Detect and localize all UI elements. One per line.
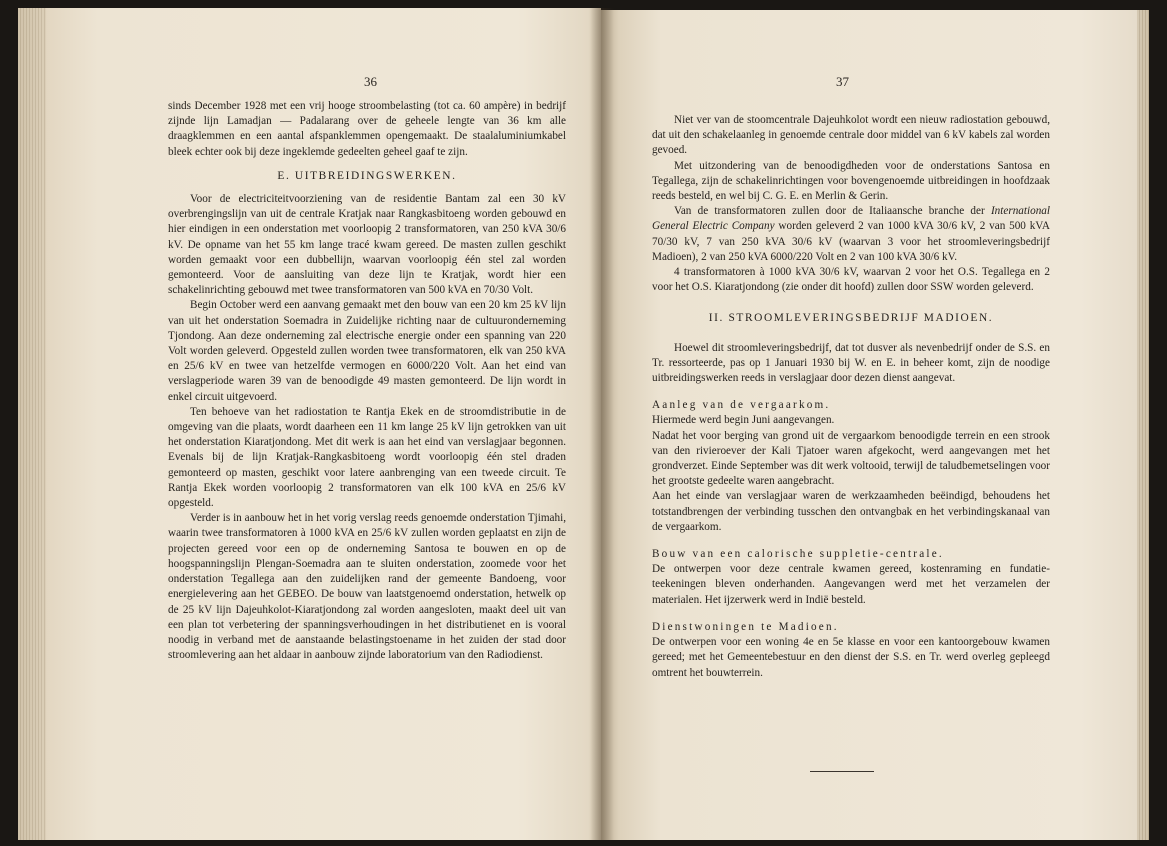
right-paragraph-3 (652, 204, 1050, 265)
left-paragraph-1: sinds December 1928 met een vrij hooge stroombelasting (tot ca. 60 ampère) in bedrijf zijnde lijn Lamadjan — Padalarang over de geheele lengte van 36 km alle draagklemmen en een aantal afspanklemmen opengemaakt. De staalaluminiumkabel bleek echter ook bij deze ingeklemde gedeelten geheel gaaf te zijn. (168, 100, 566, 158)
left-page-edges (18, 8, 46, 840)
left-column (168, 99, 566, 663)
left-paragraph-2: Voor de electriciteitvoorziening van de residentie Bantam zal een 30 kV overbrengingslijn van uit de centrale Kratjak naar Rangkasbitoeng worden gebouwd en hier eindigen in een onderstation met voorloopig 2 transformatoren, van 250 kVA 30/6 kV. De opname van het 55 km lange tracé kwam gereed. De masten zullen geschikt worden gemaakt voor een dubbellijn, waarvan voorloopig één stel zal worden gemonteerd. Voor de aansluiting van deze lijn te Kratjak, wordt hier een schakelinrichting gebouwd met twee transformatoren van 500 kVA en 70/30 Volt. (168, 193, 566, 297)
right-paragraph-1: Niet ver van de stoomcentrale Dajeuhkolot wordt een nieuw radiostation gebouwd, dat uit den schakelaanleg in genoemde centrale door middel van 6 kV kabels zal worden gevoed. (652, 114, 1050, 157)
page-number-right: 37 (836, 74, 849, 89)
right-column (652, 113, 1050, 681)
right-page-edges (1137, 10, 1149, 840)
page-number-left: 36 (364, 74, 377, 89)
right-paragraph-9: De ontwerpen voor deze centrale kwamen gereed, kostenraming en fundatie-teekeningen bleven onderhanden. Aangevangen werd met het verzamelen der materialen. Het ijzerwerk werd in Indië besteld. (652, 563, 1050, 606)
right-paragraph-8: Aan het einde van verslagjaar waren de werkzaamheden beëindigd, behoudens het totstandbrengen der verbinding tusschen den ontvangbak en het verbindingskanaal van de vergaarkom. (652, 490, 1050, 533)
end-rule (810, 771, 874, 772)
subheading-vergaarkom: Aanleg van de vergaarkom. (652, 399, 831, 412)
section-heading-ii: II. STROOMLEVERINGSBEDRIJF MADIOEN. (708, 312, 994, 325)
subheading-suppletie-centrale: Bouw van een calorische suppletie-centrale. (652, 548, 944, 561)
left-paragraph-3: Begin October werd een aanvang gemaakt met den bouw van een 20 km 25 kV lijn van uit het onderstation Soemadra in Zuidelijke richting naar de cultuuronderneming Tjondong. Aan deze onderneming zal electrische energie onder een spanning van 220 Volt worden geleverd. Opgesteld zullen worden twee transformatoren, elk van 250 kVA en 25/6 kV en twee van hetzelfde vermogen en 6000/220 Volt. Aan het eind van verslagperiode waren 39 van de benoodigde 49 masten gemonteerd. De lijn wordt in enkel circuit uitgevoerd. (168, 299, 566, 403)
right-paragraph-2: Met uitzondering van de benoodigdheden voor de onderstations Santosa en Tegallega, zijn de schakelinrichtingen voor bovengenoemde uitbreidingen in hoofdzaak reeds besteld, en wel bij C. G. E. en Merlin & Gerin. (652, 159, 1050, 203)
left-paragraph-4: Ten behoeve van het radiostation te Rantja Ekek en de stroomdistributie in de omgeving van die plaats, wordt daarheen een 11 km lange 25 kV lijn getrokken van uit het onderstation Kiaratjondong. Met dit werk is aan het eind van verslagjaar begonnen. Evenals bij de lijn Kratjak-Rangkasbitoeng wordt voorloopig één stel draden gemonteerd op masten, geschikt voor latere aanbrenging van een tweede circuit. Te Rantja Ekek worden voorloopig 2 transformatoren van elk 100 kVA en 25/6 kV opgesteld. (168, 405, 566, 510)
right-paragraph-3-end: worden geleverd 2 van 1000 kVA 30/6 kV, 2 van 500 kVA 70/30 kV, 7 van 250 kVA 30/6 kV (waarvan 3 voor het stroomleveringsbedrijf Madioen), 2 van 250 kVA 6000/220 Volt en 2 van 100 kVA 30/6 kV. (652, 220, 1051, 263)
right-paragraph-10: De ontwerpen voor een woning 4e en 5e klasse en voor een kantoorgebouw kwamen gereed; met het Gemeentebestuur en den dienst der S.S. en Tr. werd overleg gepleegd omtrent het bouwterrein. (652, 636, 1050, 679)
right-paragraph-6: Hiermede werd begin Juni aangevangen. (652, 414, 835, 427)
right-paragraph-7: Nadat het voor berging van grond uit de vergaarkom benoodigde terrein en een strook van den rivieroever der Kali Tjatoer waren afgekocht, werd aangevangen met het grondverzet. Einde September was dit werk voltooid, terwijl de taludbemetselingen voor het grootste gedeelte waren aangebracht. (652, 429, 1050, 488)
right-paragraph-5: Hoewel dit stroomleveringsbedrijf, dat tot dusver als nevenbedrijf onder de S.S. en Tr. ressorteerde, pas op 1 Januari 1930 bij W. en E. in beheer komt, zijn de noodige uitbreidingswerken reeds in verslagjaar door dezen dienst aangevat. (652, 341, 1050, 385)
right-paragraph-3-start: Van de transformatoren zullen door de Italiaansche branche der (674, 205, 985, 218)
left-paragraph-5: Verder is in aanbouw het in het vorig verslag reeds genoemde onderstation Tjimahi, waarin twee transformatoren à 1000 kVA en 25/6 kV zullen worden geplaatst en zijn de projecten gereed voor een op de onderneming Santosa te bouwen en op de hoogspanningslijn Plengan-Soemadra aan te sluiten onderstation, zoomede voor het onderstation Tegallega aan den zuidelijken rand der gemeente Bandoeng, voor energielevering aan het GEBEO. De bouw van laatstgenoemd onderstation, hetwelk op de 25 kV lijn Dajeuhkolot-Kiaratjondong zal worden aangesloten, maakt deel uit van een plan tot verbetering der spanningsverhoudingen in het distributienet en is vooral noodig in verband met de aanstaande belastingstoename in het zuiden der stad door stroomlevering aan het aldaar in aanbouw zijnde laboratorium van den Radiodienst. (168, 512, 566, 662)
section-heading-e: E. UITBREIDINGSWERKEN. (277, 169, 457, 182)
company-name: International General Electric Company (652, 205, 1050, 233)
subheading-dienstwoningen: Dienstwoningen te Madioen. (652, 620, 839, 633)
book-gutter (590, 8, 614, 840)
right-paragraph-4: 4 transformatoren à 1000 kVA 30/6 kV, waarvan 2 voor het O.S. Tegallega en 2 voor het O.S. Kiaratjondong (zie onder dit hoofd) zullen door SSW worden geleverd. (652, 266, 1050, 294)
